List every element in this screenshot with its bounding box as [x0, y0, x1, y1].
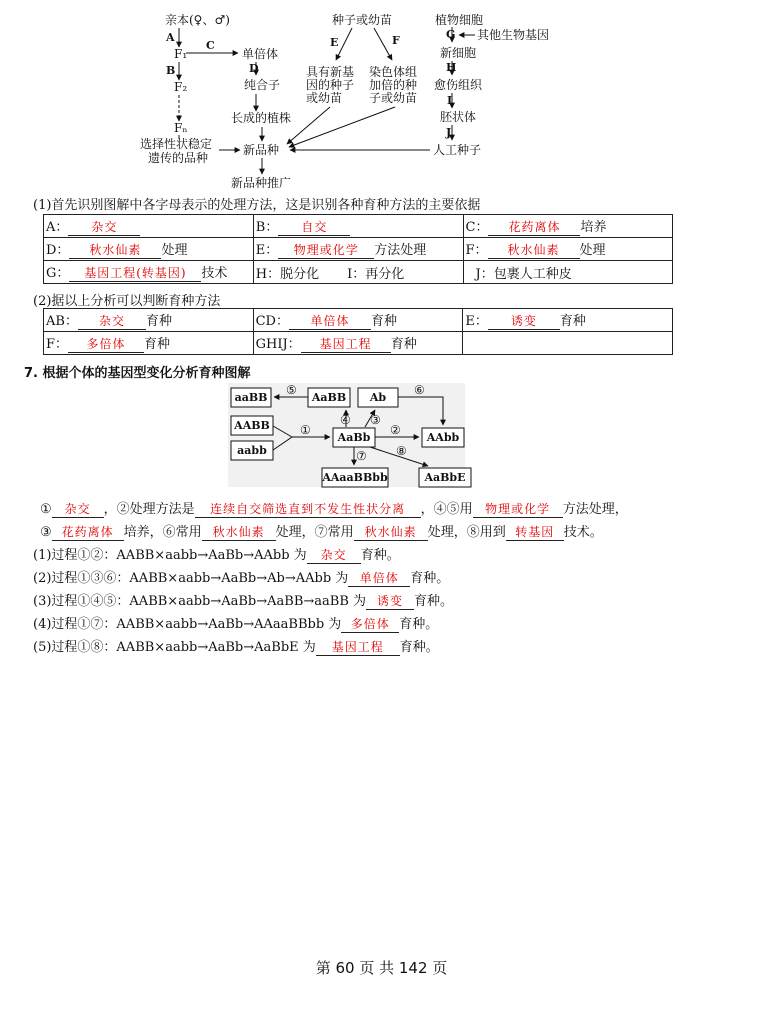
- genotype-diagram: [0, 380, 763, 492]
- step-5: ⑤: [286, 383, 297, 397]
- answer-blank: 秋水仙素: [488, 241, 580, 259]
- letter-B: B: [166, 64, 176, 77]
- answer-blank: 秋水仙素: [69, 241, 161, 259]
- table-row: [44, 215, 673, 238]
- breeding-diagram-1: [0, 0, 763, 200]
- answer-blank: 花药离体: [488, 218, 580, 236]
- q1-cell-F: F： 秋水仙素 处理: [463, 238, 673, 261]
- q7-item-5: (5)过程①⑧：AABB×aabb→AaBb→AaBbE 为 基因工程 育种。: [33, 640, 439, 655]
- plant-cell-label: 植物细胞: [435, 13, 484, 27]
- q7-heading: 7. 根据个体的基因型变化分析育种图解: [24, 366, 251, 381]
- letter-C: C: [206, 39, 215, 52]
- new-gene-1: 具有新基: [306, 65, 355, 79]
- double-1: 染色体组: [369, 65, 418, 79]
- q1-cell-C: C： 花药离体 培养: [463, 215, 673, 238]
- answer-blank: 杂交: [52, 500, 104, 518]
- answer-blank: 连续自交筛选直到不发生性状分离: [195, 500, 421, 518]
- step-4: ④: [340, 413, 351, 427]
- letter-J: J: [446, 126, 452, 139]
- parent-label: 亲本(♀、♂): [165, 13, 230, 27]
- step-1: ①: [300, 423, 311, 437]
- answer-blank: 杂交: [68, 218, 140, 236]
- artificial-seed-label: 人工种子: [433, 143, 482, 157]
- q7-item-2: (2)过程①③⑥：AABB×aabb→AaBb→Ab→AAbb 为 单倍体 育种。: [33, 571, 450, 586]
- q1-cell-H: H：脱分化 I：再分化: [253, 261, 463, 284]
- genotype-aaBB: aaBB: [234, 391, 268, 404]
- q2-cell-empty: [463, 332, 673, 355]
- answer-blank: 单倍体: [348, 569, 410, 587]
- q1-cell-B: B： 自交: [253, 215, 463, 238]
- answer-blank: 自交: [278, 218, 350, 236]
- answer-blank: 基因工程: [316, 638, 400, 656]
- answer-blank: 基因工程(转基因): [69, 264, 201, 282]
- new-variety-label: 新品种: [243, 143, 280, 157]
- q7-item-4: (4)过程①⑦：AABB×aabb→AaBb→AAaaBBbb 为 多倍体 育种。: [33, 617, 439, 632]
- letter-E: E: [330, 36, 339, 49]
- answer-blank: 物理或化学: [473, 500, 563, 518]
- select-text-2: 遗传的品种: [148, 151, 209, 165]
- step-6: ⑥: [414, 383, 425, 397]
- letter-A: A: [166, 31, 175, 44]
- select-text-1: 选择性状稳定: [140, 137, 213, 151]
- genotype-AAaaBBbb: AAaaBBbb: [322, 471, 388, 484]
- grown-plant-label: 长成的植株: [231, 111, 292, 125]
- letter-I: I: [447, 94, 453, 107]
- answer-blank: 花药离体: [52, 523, 124, 541]
- step-2: ②: [390, 423, 401, 437]
- q1-cell-G: G： 基因工程(转基因) 技术: [44, 261, 254, 284]
- step-7: ⑦: [356, 449, 367, 463]
- q2-title: (2)据以上分析可以判断育种方法: [33, 294, 221, 309]
- q7-fill-line-2: ③ 花药离体 培养，⑥常用 秋水仙素 处理，⑦常用 秋水仙素 处理，⑧用到 转基因 技术。: [40, 525, 603, 540]
- step-3: ③: [370, 413, 381, 427]
- q7-item-1: (1)过程①②：AABB×aabb→AaBb→AAbb 为 杂交 育种。: [33, 548, 400, 563]
- q1-cell-A: A： 杂交: [44, 215, 254, 238]
- answer-blank: 诱变: [366, 592, 414, 610]
- f1-label: F₁: [174, 47, 188, 61]
- f2-label: F₂: [174, 80, 188, 94]
- letter-D: D: [249, 62, 259, 75]
- genotype-AAbb: AAbb: [426, 431, 460, 444]
- q1-table: [43, 214, 673, 284]
- fn-label: Fₙ: [174, 121, 188, 135]
- table-row: [44, 309, 673, 332]
- answer-blank: 单倍体: [289, 312, 371, 330]
- callus-label: 愈伤组织: [434, 78, 483, 92]
- genotype-Ab: Ab: [369, 391, 387, 404]
- q2-cell-CD: CD： 单倍体 育种: [253, 309, 463, 332]
- q1-cell-D: D： 秋水仙素 处理: [44, 238, 254, 261]
- letter-H: H: [446, 61, 457, 74]
- genotype-AaBB: AaBB: [311, 391, 347, 404]
- promotion-label: 新品种推广: [231, 176, 292, 190]
- seed-label: 种子或幼苗: [332, 13, 393, 27]
- embryoid-label: 胚状体: [440, 110, 477, 124]
- letter-F: F: [392, 34, 400, 47]
- q2-cell-AB: AB： 杂交 育种: [44, 309, 254, 332]
- letter-G: G: [446, 28, 456, 41]
- answer-blank: 多倍体: [68, 335, 144, 353]
- q2-cell-GHIJ: GHIJ： 基因工程 育种: [253, 332, 463, 355]
- answer-blank: 杂交: [307, 546, 361, 564]
- new-gene-3: 或幼苗: [306, 91, 343, 105]
- answer-blank: 秋水仙素: [354, 523, 428, 541]
- double-2: 加倍的种: [369, 78, 418, 92]
- answer-blank: 多倍体: [341, 615, 399, 633]
- answer-blank: 秋水仙素: [202, 523, 276, 541]
- pure-line-label: 纯合子: [244, 78, 281, 92]
- answer-blank: 转基因: [506, 523, 564, 541]
- q1-cell-J: J：包裹人工种皮: [463, 261, 673, 284]
- new-gene-2: 因的种子: [306, 78, 355, 92]
- step-8: ⑧: [396, 444, 407, 458]
- answer-blank: 物理或化学: [278, 241, 374, 259]
- q7-fill-line-1: ① 杂交 ，②处理方法是 连续自交筛选直到不发生性状分离 ，④⑤用 物理或化学 方法处理，: [40, 502, 628, 517]
- table-row: [44, 261, 673, 284]
- genotype-AaBb: AaBb: [337, 431, 371, 444]
- new-cell-label: 新细胞: [440, 46, 477, 60]
- answer-blank: 基因工程: [301, 335, 391, 353]
- q1-title: (1)首先识别图解中各字母表示的处理方法，这是识别各种育种方法的主要依据: [33, 198, 481, 213]
- q7-item-3: (3)过程①④⑤：AABB×aabb→AaBb→AaBB→aaBB 为 诱变 育种。: [33, 594, 454, 609]
- q2-cell-F: F： 多倍体 育种: [44, 332, 254, 355]
- haploid-label: 单倍体: [242, 47, 279, 61]
- genotype-aabb: aabb: [237, 444, 267, 457]
- other-gene-label: 其他生物基因: [477, 28, 550, 42]
- double-3: 子或幼苗: [369, 91, 418, 105]
- q2-table: [43, 308, 673, 355]
- answer-blank: 杂交: [78, 312, 146, 330]
- q1-cell-E: E： 物理或化学 方法处理: [253, 238, 463, 261]
- page-footer: 第 60 页 共 142 页: [315, 959, 448, 977]
- answer-blank: 诱变: [488, 312, 560, 330]
- genotype-AaBbE: AaBbE: [424, 471, 466, 484]
- table-row: [44, 238, 673, 261]
- genotype-AABB: AABB: [234, 419, 270, 432]
- table-row: [44, 332, 673, 355]
- q2-cell-E: E： 诱变 育种: [463, 309, 673, 332]
